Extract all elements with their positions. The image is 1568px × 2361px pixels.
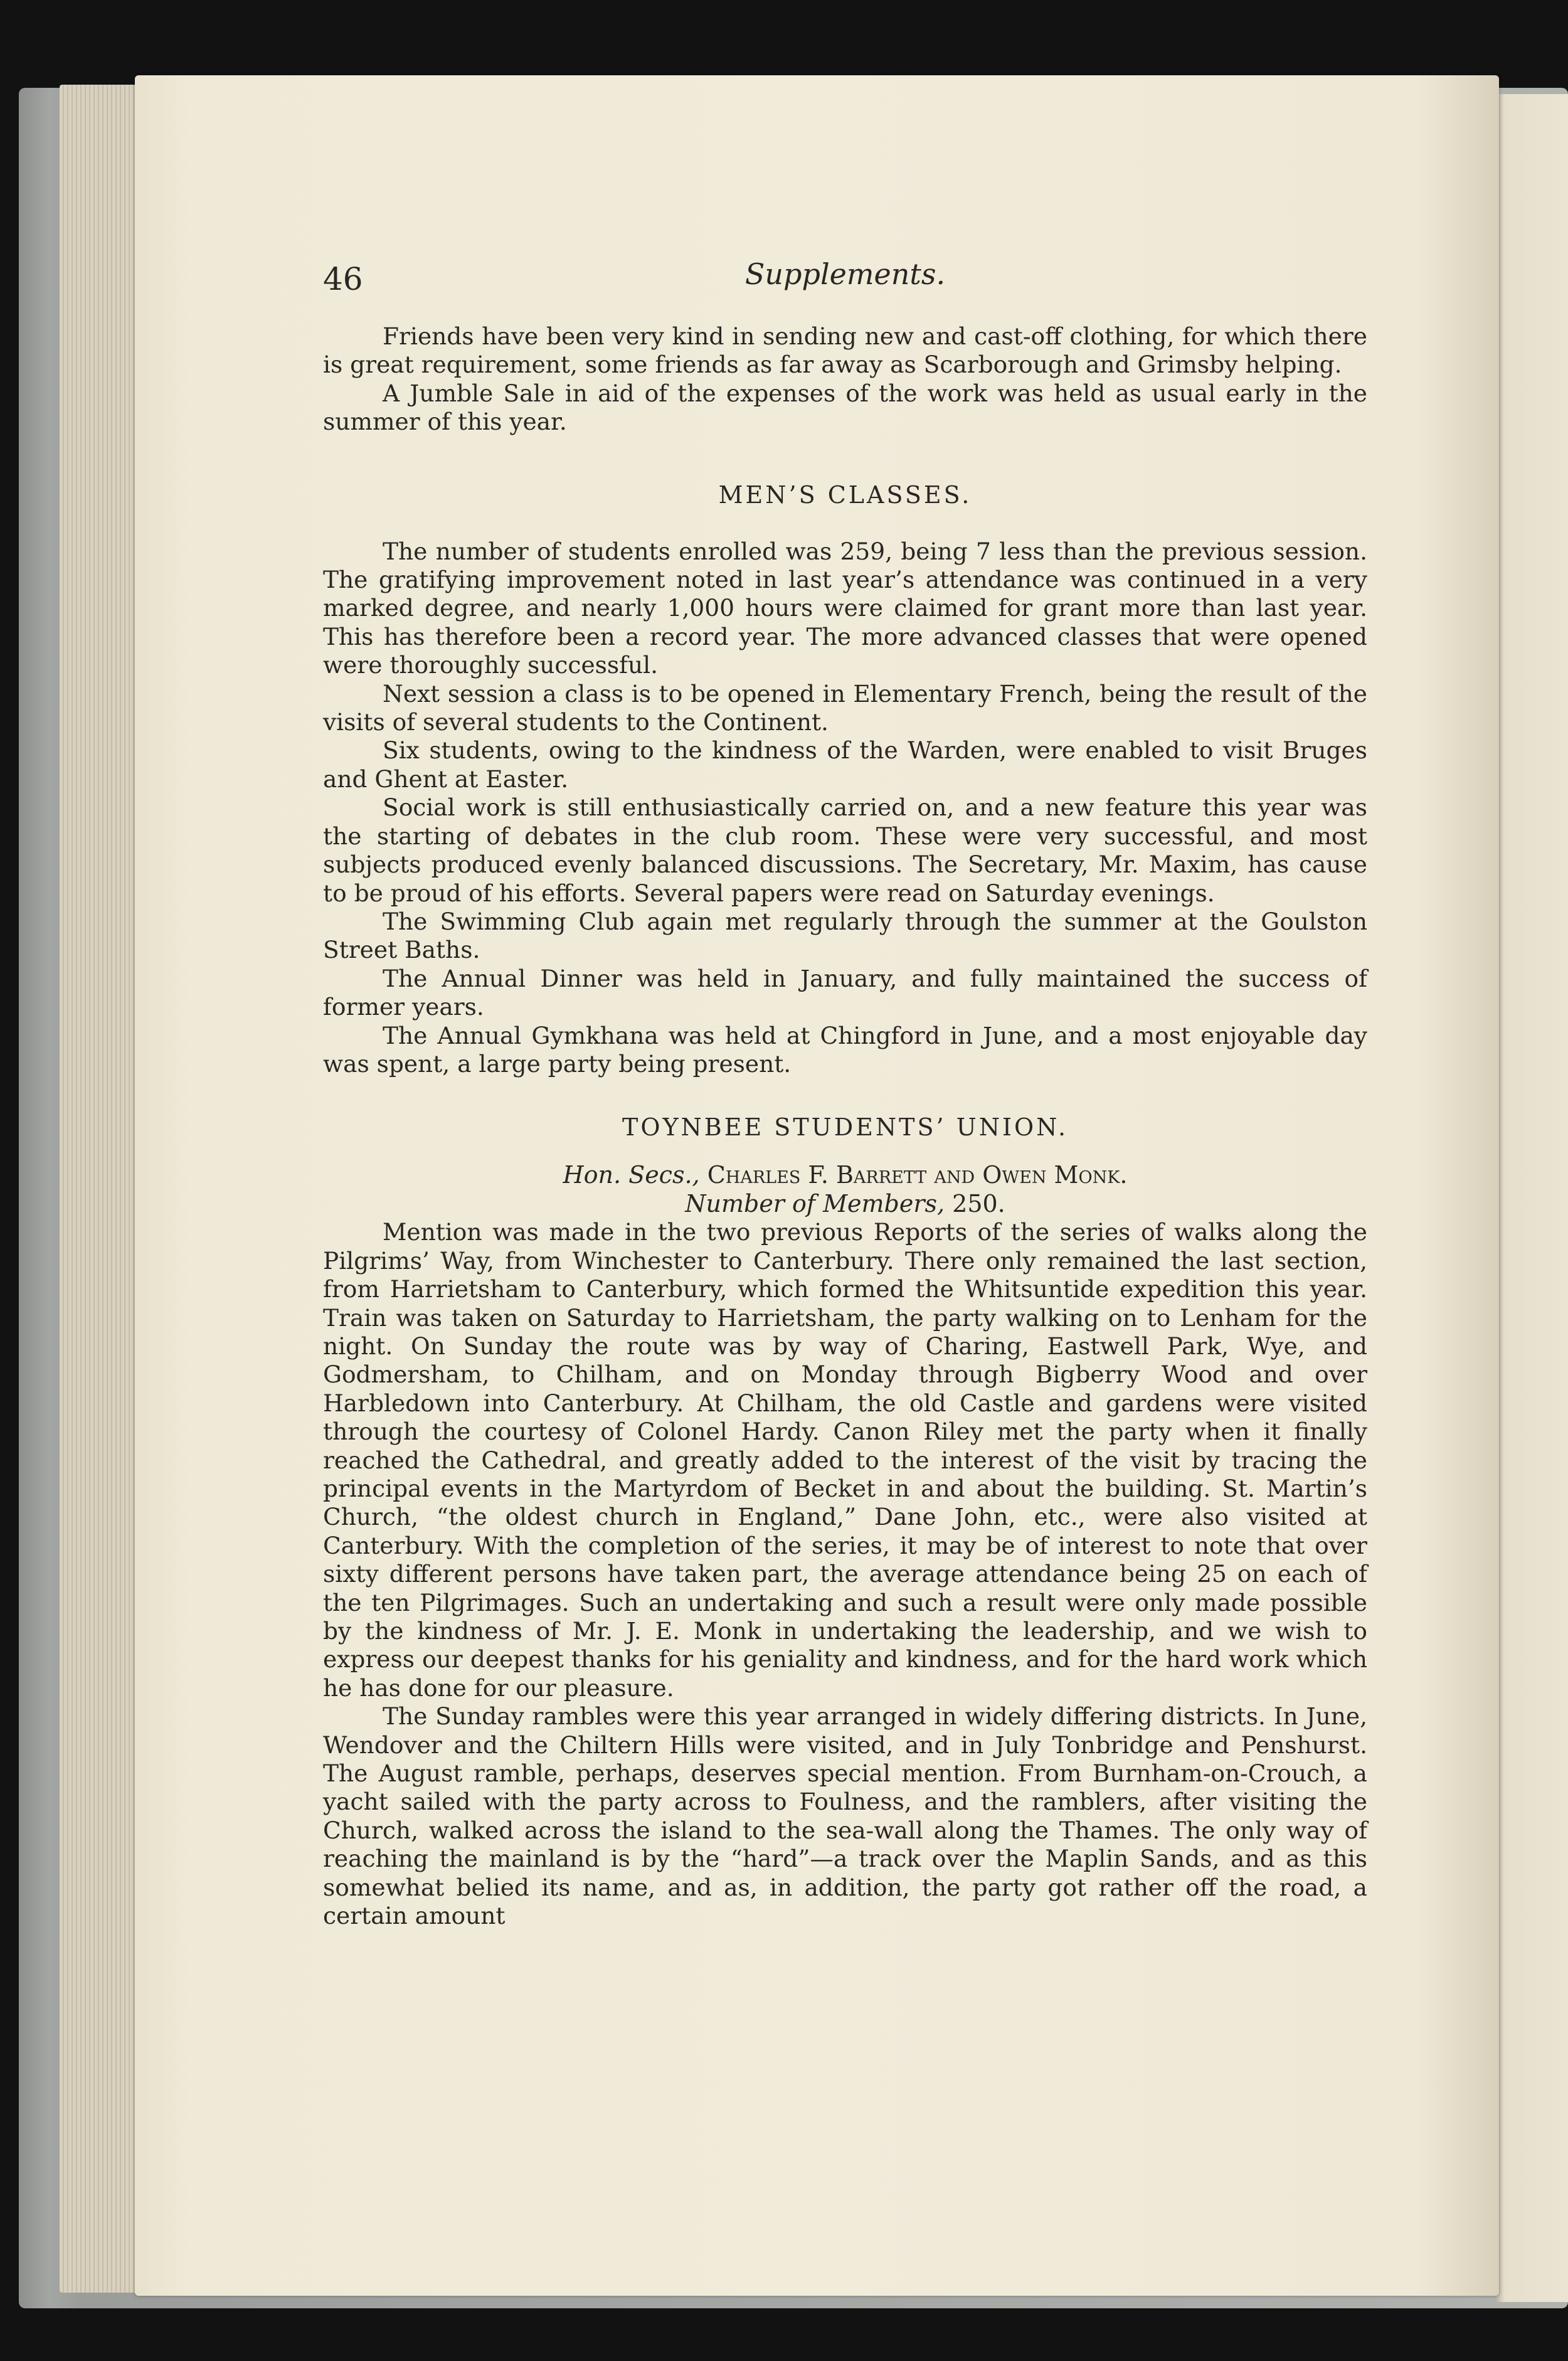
intro-paragraph: A Jumble Sale in aid of the expenses of the work was held as usual early in the summer of this year.	[323, 379, 1367, 436]
intro-paragraph: Friends have been very kind in sending new and cast-off clothing, for which there is great requirement, some friends as far away as Scarborough and Grimsby helping.	[323, 322, 1367, 379]
members-line	[323, 1189, 1367, 1218]
hon-secs-line	[323, 1160, 1367, 1189]
mens-classes-heading: MEN’S CLASSES.	[718, 480, 972, 509]
mens-classes-paragraph: Social work is still enthusiastically carried on, and a new feature this year was the starting of debates in the club room. These were very successful, and most subjects produced evenly balanced discussions. The Secretary, Mr. Maxim, has cause to be proud of his efforts. Several papers were read on Saturday evenings.	[323, 793, 1367, 907]
mens-classes-paragraph: The Annual Gymkhana was held at Chingford in June, and a most enjoyable day was spent, a large party being present.	[323, 1021, 1367, 1078]
mens-classes-paragraph: The Swimming Club again met regularly through the summer at the Goulston Street Baths.	[323, 907, 1367, 964]
page-stack-edges	[60, 85, 147, 2293]
hon-secs-label: Hon. Secs.,	[563, 1161, 700, 1189]
students-union-section	[323, 1218, 1367, 1930]
mens-classes-paragraph: The Annual Dinner was held in January, and fully maintained the success of former years.	[323, 964, 1367, 1021]
hon-secs-names: Charles F. Barrett and Owen Monk.	[707, 1161, 1128, 1189]
mens-classes-paragraph: Six students, owing to the kindness of the Warden, were enabled to visit Bruges and Ghent at Easter.	[323, 736, 1367, 793]
mens-classes-paragraph: Next session a class is to be opened in Elementary French, being the result of the visits of several students to the Continent.	[323, 679, 1367, 736]
students-union-paragraph: Mention was made in the two previous Reports of the series of walks along the Pilgrims’ Way, from Winchester to Canterbury. There only remained the last section, from Harrietsham to Canterbury, which formed the Whitsuntide expedition this year. Train was taken on Saturday to Harrietsham, the party walking on to Lenham for the night. On Sunday the route was by way of Charing, Eastwell Park, Wye, and Godmersham, to Chilham, and on Monday through Bigberry Wood and over Harbledown into Canterbury. At Chilham, the old Castle and gardens were visited through the courtesy of Colonel Hardy. Canon Riley met the party when it finally reached the Cathedral, and greatly added to the interest of the visit by tracing the principal events in the Martyrdom of Becket in and about the building. St. Martin’s Church, “the oldest church in England,” Dane John, etc., were also visited at Canterbury. With the completion of the series, it may be of interest to note that over sixty different persons have taken part, the average attendance being 25 on each of the ten Pilgrimages. Such an undertaking and such a result were only made possible by the kindness of Mr. J. E. Monk in undertaking the leadership, and we wish to express our deepest thanks for his geniality and kindness, and for the hard work which he has done for our pleasure.	[323, 1218, 1367, 1702]
mens-classes-section	[323, 538, 1367, 1079]
page-header	[323, 257, 1367, 307]
mens-classes-paragraph: The number of students enrolled was 259, being 7 less than the previous session. The gratifying improvement noted in last year’s attendance was continued in a very marked degree, and nearly 1,000 hours were claimed for grant more than last year. This has therefore been a record year. The more advanced classes that were opened were thoroughly successful.	[323, 537, 1367, 679]
students-union-heading: TOYNBEE STUDENTS’ UNION.	[622, 1113, 1069, 1142]
page-text-block	[323, 257, 1367, 1931]
students-union-paragraph: The Sunday rambles were this year arranged in widely differing districts. In June, Wendover and the Chiltern Hills were visited, and in July Tonbridge and Penshurst. The August ramble, perhaps, deserves special mention. From Burnham-on-Crouch, a yacht sailed with the party across to Foulness, and the ramblers, after visiting the Church, walked across the island to the sea-wall along the Thames. The only way of reaching the mainland is by the “hard”—a track over the Maplin Sands, and as this somewhat belied its name, and as, in addition, the party got rather off the road, a certain amount	[323, 1702, 1367, 1930]
page-number: 46	[323, 261, 363, 297]
members-label: Number of Members,	[685, 1190, 945, 1218]
running-head: Supplements.	[744, 257, 946, 291]
members-value: 250.	[952, 1190, 1005, 1218]
intro-section	[323, 322, 1367, 437]
facing-page-edge	[1496, 94, 1568, 2302]
